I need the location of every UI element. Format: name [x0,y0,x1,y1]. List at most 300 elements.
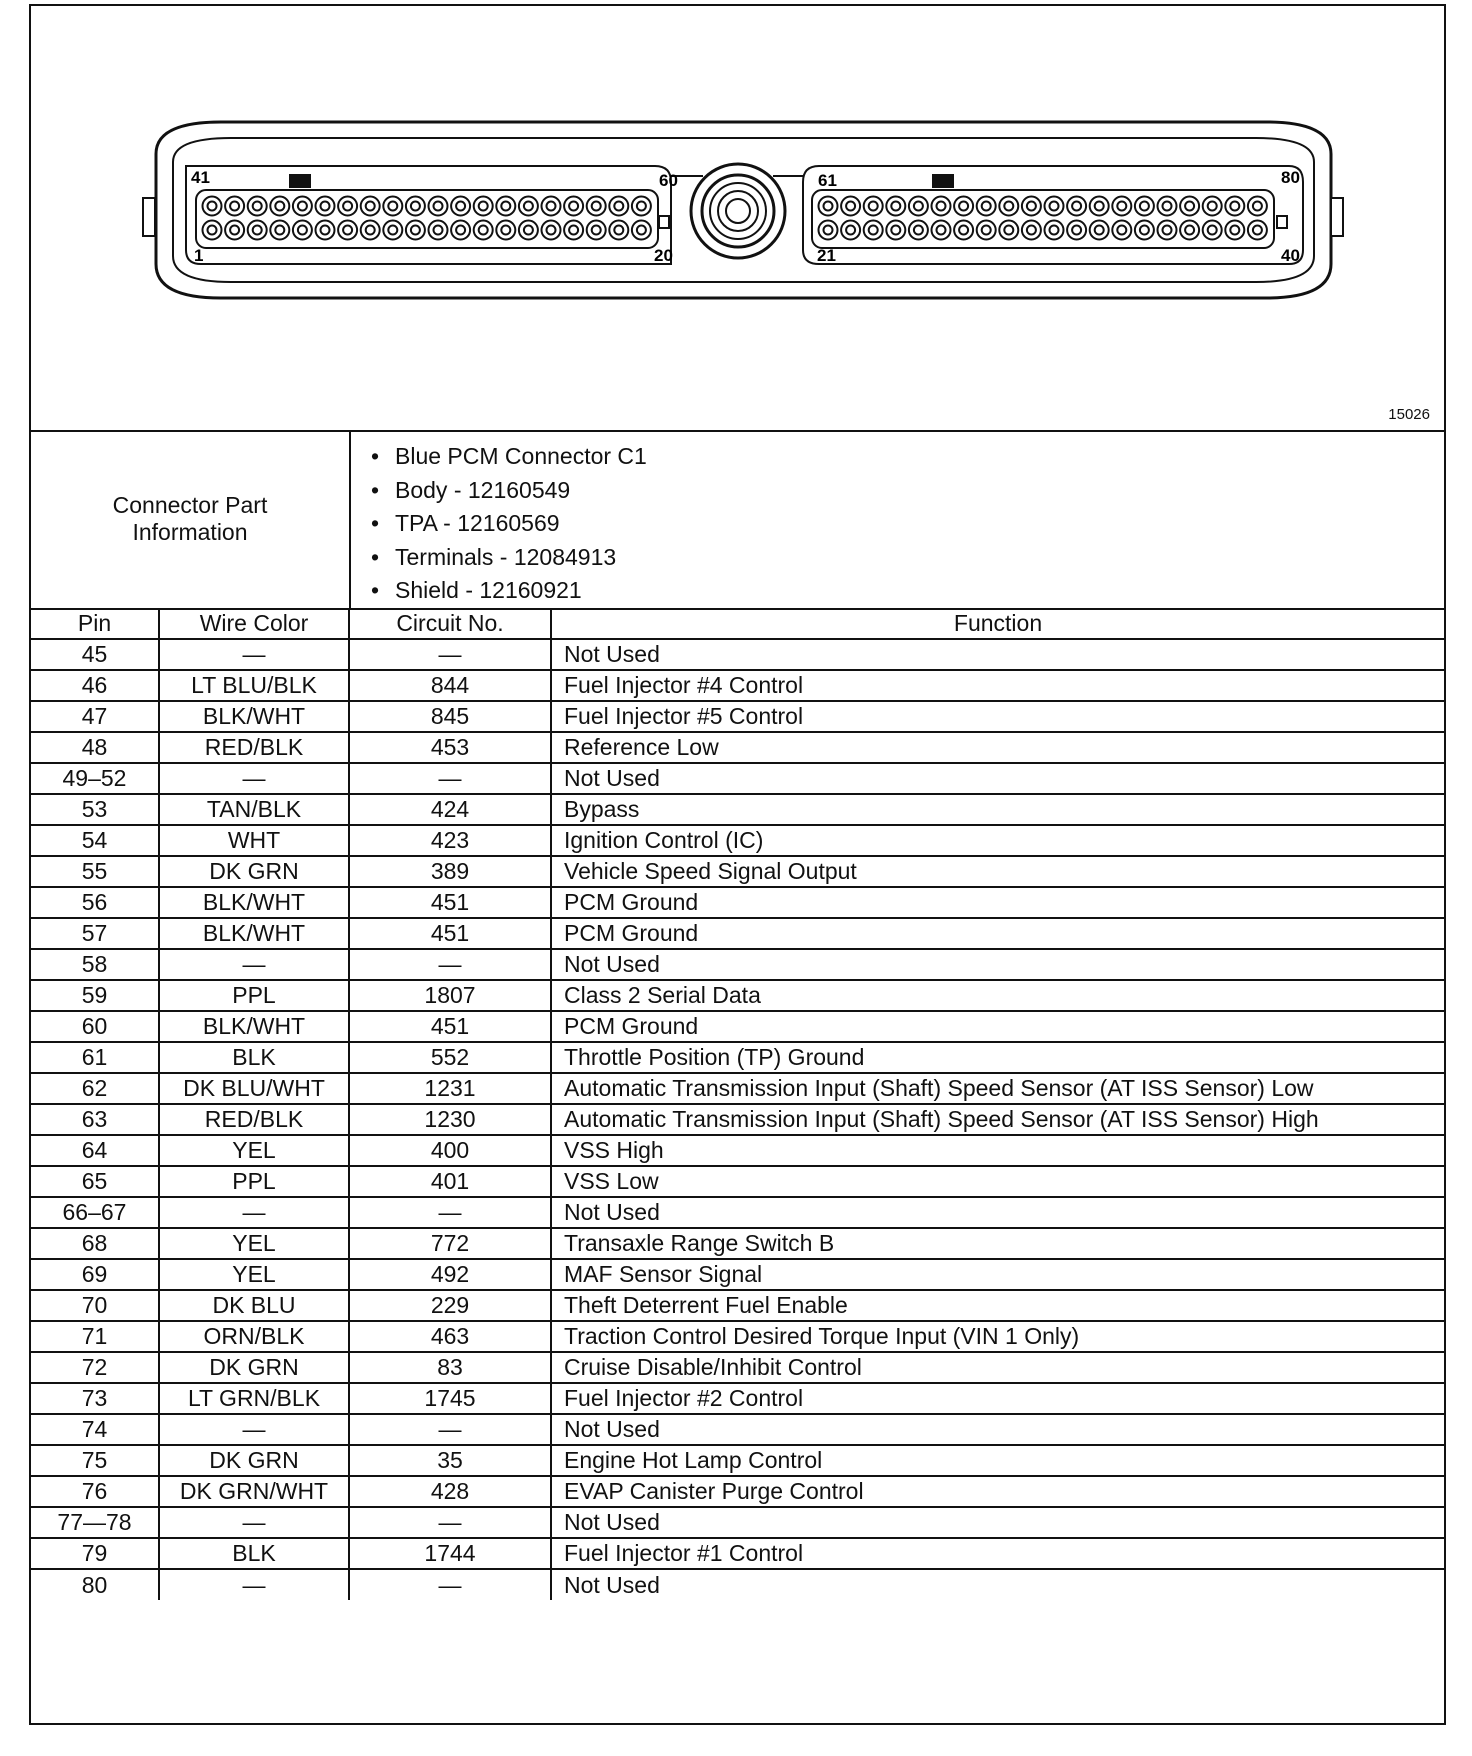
cell-circuit-no: 83 [349,1352,551,1383]
pin-socket [203,197,222,216]
pin-socket [1203,221,1222,240]
pin-socket-inner [479,226,488,235]
pin-socket-inner [547,202,556,211]
pin-socket [587,197,606,216]
pin-socket [954,197,973,216]
pin-socket-inner [253,202,262,211]
cell-wire-color: — [159,1197,349,1228]
pin-socket-inner [637,226,646,235]
pin-socket [542,197,561,216]
pin-array-left [203,197,651,240]
pin-socket [864,197,883,216]
pin-socket-inner [434,226,443,235]
cell-pin: 68 [31,1228,159,1259]
cell-pin: 75 [31,1445,159,1476]
pin-socket [203,221,222,240]
pin-socket [248,197,267,216]
pin-socket [587,221,606,240]
table-row [31,1104,1444,1135]
cell-wire-color: DK GRN/WHT [159,1476,349,1507]
pin-socket-inner [501,202,510,211]
cell-function: Not Used [551,1569,1444,1600]
cell-pin: 65 [31,1166,159,1197]
pin-socket-inner [501,226,510,235]
pin-socket [361,197,380,216]
table-row [31,794,1444,825]
table-row [31,980,1444,1011]
cell-wire-color: YEL [159,1259,349,1290]
pin-socket-inner [592,202,601,211]
cell-circuit-no: 451 [349,1011,551,1042]
pin-socket-inner [891,226,900,235]
pin-socket-inner [869,202,878,211]
pin-socket [999,221,1018,240]
cell-function: Not Used [551,763,1444,794]
cell-function: Bypass [551,794,1444,825]
pin-socket-inner [1072,226,1081,235]
cell-circuit-no: 451 [349,918,551,949]
pin-socket [1112,197,1131,216]
pin-socket [338,197,357,216]
cell-pin: 69 [31,1259,159,1290]
cell-wire-color: — [159,1507,349,1538]
connector-info-list [371,440,647,608]
pin-socket [496,221,515,240]
cell-pin: 61 [31,1042,159,1073]
cell-wire-color: BLK [159,1538,349,1569]
pin-socket-inner [1230,202,1239,211]
pinout-table [31,608,1444,1600]
cell-pin: 46 [31,670,159,701]
cell-pin: 56 [31,887,159,918]
table-header-row [31,608,1444,639]
pin-label-61: 61 [818,171,837,190]
connector-info-label [31,430,351,608]
pin-socket [338,221,357,240]
pin-socket [496,197,515,216]
pin-socket-inner [1140,226,1149,235]
pin-socket [909,197,928,216]
cell-wire-color: — [159,1569,349,1600]
pin-socket [1203,197,1222,216]
table-row [31,887,1444,918]
table-row [31,1135,1444,1166]
cell-pin: 54 [31,825,159,856]
cell-pin: 79 [31,1538,159,1569]
cell-wire-color: — [159,639,349,670]
pin-socket-inner [411,226,420,235]
table-row [31,918,1444,949]
table-row [31,639,1444,670]
pin-socket [609,197,628,216]
pin-socket-inner [321,226,330,235]
pin-socket [293,197,312,216]
table-body [31,639,1444,1600]
pin-socket-inner [298,226,307,235]
cell-circuit-no: — [349,1569,551,1600]
pin-socket [932,197,951,216]
cell-wire-color: RED/BLK [159,1104,349,1135]
pin-label-1: 1 [194,246,204,265]
pin-socket [474,197,493,216]
cell-function: VSS High [551,1135,1444,1166]
cell-pin: 80 [31,1569,159,1600]
pin-socket-inner [456,226,465,235]
pin-socket-inner [230,226,239,235]
cell-wire-color: BLK/WHT [159,918,349,949]
pin-socket-inner [230,202,239,211]
pin-socket-inner [1185,226,1194,235]
cell-function: Cruise Disable/Inhibit Control [551,1352,1444,1383]
pin-socket [1135,221,1154,240]
cell-function: Fuel Injector #4 Control [551,670,1444,701]
pin-socket-inner [479,202,488,211]
pin-socket-inner [275,226,284,235]
pin-socket [519,221,538,240]
pin-socket [1248,221,1267,240]
pin-socket-inner [1050,202,1059,211]
cell-function: Throttle Position (TP) Ground [551,1042,1444,1073]
pin-socket-inner [1208,202,1217,211]
cell-wire-color: PPL [159,980,349,1011]
pin-socket [361,221,380,240]
pin-socket-inner [569,202,578,211]
cell-function: PCM Ground [551,918,1444,949]
pin-socket-inner [253,226,262,235]
pin-socket [383,197,402,216]
cell-function: Vehicle Speed Signal Output [551,856,1444,887]
pin-socket [564,197,583,216]
connector-drawing [31,6,1444,430]
pin-socket [429,221,448,240]
cell-wire-color: DK GRN [159,1352,349,1383]
table-row [31,1290,1444,1321]
cell-circuit-no: 1744 [349,1538,551,1569]
cell-circuit-no: 451 [349,887,551,918]
header-circuit-no: Circuit No. [349,608,551,639]
cell-function: Not Used [551,1197,1444,1228]
cell-pin: 71 [31,1321,159,1352]
table-row [31,1538,1444,1569]
cell-pin: 48 [31,732,159,763]
pin-socket-inner [869,226,878,235]
cell-circuit-no: 772 [349,1228,551,1259]
pin-socket [406,197,425,216]
cell-wire-color: LT BLU/BLK [159,670,349,701]
pin-socket [316,197,335,216]
cell-pin: 74 [31,1414,159,1445]
cell-pin: 77—78 [31,1507,159,1538]
pin-socket-inner [524,226,533,235]
table-row [31,1073,1444,1104]
cell-function: Not Used [551,1507,1444,1538]
pin-socket-inner [321,202,330,211]
cell-function: Traction Control Desired Torque Input (VIN 1 Only) [551,1321,1444,1352]
cell-function: MAF Sensor Signal [551,1259,1444,1290]
connector-info-section [31,430,1444,610]
pin-socket [519,197,538,216]
pin-socket [1180,221,1199,240]
cell-circuit-no: 1745 [349,1383,551,1414]
table-row [31,732,1444,763]
pin-socket [1045,221,1064,240]
pin-socket-inner [456,202,465,211]
pin-socket-inner [1163,202,1172,211]
pin-socket [1045,197,1064,216]
pin-socket [451,221,470,240]
cell-wire-color: ORN/BLK [159,1321,349,1352]
cell-function: Fuel Injector #1 Control [551,1538,1444,1569]
pin-socket-inner [824,226,833,235]
pin-socket-inner [388,202,397,211]
table-row [31,1259,1444,1290]
connector-info-item: • Body - 12160549 [371,474,647,508]
pin-socket [819,197,838,216]
cell-function: Fuel Injector #5 Control [551,701,1444,732]
cell-pin: 49–52 [31,763,159,794]
cell-pin: 72 [31,1352,159,1383]
cell-function: Reference Low [551,732,1444,763]
pin-socket [841,197,860,216]
header-function: Function [551,608,1444,639]
pin-socket-inner [1004,202,1013,211]
pin-socket-inner [547,226,556,235]
table-row [31,1166,1444,1197]
cell-function: Automatic Transmission Input (Shaft) Speed Sensor (AT ISS Sensor) Low [551,1073,1444,1104]
pin-array-right [819,197,1267,240]
cell-pin: 76 [31,1476,159,1507]
pin-socket [1180,197,1199,216]
figure-id: 15026 [1388,406,1430,423]
pin-label-60: 60 [659,171,678,190]
connector-info-label-line1: Connector Part [112,492,268,518]
cell-circuit-no: 1807 [349,980,551,1011]
pin-socket-inner [275,202,284,211]
cell-function: Theft Deterrent Fuel Enable [551,1290,1444,1321]
cell-function: Not Used [551,639,1444,670]
pin-socket-inner [637,202,646,211]
pin-socket [1158,221,1177,240]
cell-circuit-no: 463 [349,1321,551,1352]
cell-circuit-no: 1230 [349,1104,551,1135]
pin-socket [819,221,838,240]
pin-socket-inner [1230,226,1239,235]
cell-pin: 59 [31,980,159,1011]
connector-info-label-line2: Information [132,519,248,545]
pin-socket-inner [1163,226,1172,235]
cell-circuit-no: 492 [349,1259,551,1290]
cell-wire-color: — [159,1414,349,1445]
pin-socket-inner [914,202,923,211]
pin-socket [564,221,583,240]
pin-socket [1225,221,1244,240]
cell-pin: 55 [31,856,159,887]
pin-socket [609,221,628,240]
table-row [31,825,1444,856]
cell-circuit-no: 845 [349,701,551,732]
cell-wire-color: DK BLU [159,1290,349,1321]
cell-function: EVAP Canister Purge Control [551,1476,1444,1507]
pin-socket [1112,221,1131,240]
table-row [31,1445,1444,1476]
pin-socket [406,221,425,240]
cell-circuit-no: 401 [349,1166,551,1197]
cell-pin: 60 [31,1011,159,1042]
cell-wire-color: YEL [159,1135,349,1166]
cell-wire-color: BLK/WHT [159,1011,349,1042]
cell-pin: 58 [31,949,159,980]
table-row [31,1414,1444,1445]
table-row [31,1197,1444,1228]
pin-socket [542,221,561,240]
pin-socket [886,221,905,240]
pin-socket [316,221,335,240]
pin-label-20: 20 [654,246,673,265]
connector-diagram [31,6,1444,432]
pin-socket-inner [1095,226,1104,235]
cell-wire-color: BLK/WHT [159,701,349,732]
cell-wire-color: WHT [159,825,349,856]
pin-socket-inner [959,202,968,211]
table-row [31,1011,1444,1042]
cell-pin: 53 [31,794,159,825]
pin-socket-inner [959,226,968,235]
table-row [31,1569,1444,1600]
cell-circuit-no: — [349,1414,551,1445]
table-row [31,1042,1444,1073]
pin-socket-inner [1117,226,1126,235]
cell-circuit-no: 1231 [349,1073,551,1104]
pin-socket-inner [1253,226,1262,235]
cell-function: VSS Low [551,1166,1444,1197]
pin-socket [383,221,402,240]
pin-socket [999,197,1018,216]
pin-socket-inner [592,226,601,235]
cell-function: Fuel Injector #2 Control [551,1383,1444,1414]
cell-wire-color: — [159,949,349,980]
pin-socket-inner [824,202,833,211]
cell-circuit-no: — [349,1197,551,1228]
pin-socket-inner [1072,202,1081,211]
pin-socket-inner [614,202,623,211]
pin-socket-inner [411,202,420,211]
cell-wire-color: DK GRN [159,856,349,887]
cell-wire-color: LT GRN/BLK [159,1383,349,1414]
pin-socket [1090,221,1109,240]
cell-circuit-no: 552 [349,1042,551,1073]
cell-function: Ignition Control (IC) [551,825,1444,856]
pin-socket-inner [388,226,397,235]
cell-circuit-no: — [349,949,551,980]
cell-wire-color: RED/BLK [159,732,349,763]
cell-function: Automatic Transmission Input (Shaft) Speed Sensor (AT ISS Sensor) High [551,1104,1444,1135]
pin-socket [1135,197,1154,216]
cell-circuit-no: — [349,763,551,794]
connector-info-item: • Terminals - 12084913 [371,541,647,575]
pin-socket-inner [1095,202,1104,211]
pin-socket-inner [434,202,443,211]
cell-circuit-no: 424 [349,794,551,825]
pin-socket [429,197,448,216]
cell-circuit-no: 229 [349,1290,551,1321]
header-wire-color: Wire Color [159,608,349,639]
cell-wire-color: — [159,763,349,794]
cell-pin: 45 [31,639,159,670]
table-row [31,856,1444,887]
pin-socket-inner [1050,226,1059,235]
document-frame [29,4,1446,1725]
pin-socket-inner [937,202,946,211]
pin-socket [451,197,470,216]
table-row [31,763,1444,794]
cell-wire-color: DK BLU/WHT [159,1073,349,1104]
pin-socket [841,221,860,240]
pin-socket-inner [914,226,923,235]
pin-socket [1067,221,1086,240]
table-row [31,1507,1444,1538]
table-row [31,1228,1444,1259]
pin-socket [1022,197,1041,216]
pin-socket-inner [846,226,855,235]
cell-wire-color: BLK [159,1042,349,1073]
pin-socket-inner [366,226,375,235]
cell-pin: 73 [31,1383,159,1414]
cell-pin: 62 [31,1073,159,1104]
pin-socket [909,221,928,240]
cell-function: Not Used [551,949,1444,980]
pin-socket [632,221,651,240]
cell-function: Not Used [551,1414,1444,1445]
connector-info-item: • Blue PCM Connector C1 [371,440,647,474]
table-row [31,949,1444,980]
cell-circuit-no: — [349,639,551,670]
cell-pin: 57 [31,918,159,949]
pin-label-41: 41 [191,168,210,187]
pin-socket [977,221,996,240]
pin-socket-inner [1117,202,1126,211]
cell-pin: 47 [31,701,159,732]
connector-info-item: • Shield - 12160921 [371,574,647,608]
pin-socket [1067,197,1086,216]
cell-wire-color: BLK/WHT [159,887,349,918]
pin-socket [954,221,973,240]
pin-socket-inner [1185,202,1194,211]
pin-socket-inner [343,202,352,211]
cell-wire-color: YEL [159,1228,349,1259]
pin-socket [293,221,312,240]
pin-socket [1158,197,1177,216]
cell-circuit-no: 389 [349,856,551,887]
cell-circuit-no: — [349,1507,551,1538]
pin-socket [225,197,244,216]
pin-socket [1090,197,1109,216]
pin-socket-inner [614,226,623,235]
pin-socket-inner [1004,226,1013,235]
table-row [31,1352,1444,1383]
cell-circuit-no: 35 [349,1445,551,1476]
pin-socket [886,197,905,216]
header-pin: Pin [31,608,159,639]
pin-socket [270,221,289,240]
pin-socket-inner [366,202,375,211]
pin-socket-inner [982,226,991,235]
pin-label-80: 80 [1281,168,1300,187]
cell-pin: 63 [31,1104,159,1135]
pin-socket [270,197,289,216]
cell-circuit-no: 400 [349,1135,551,1166]
pin-socket [632,197,651,216]
cell-wire-color: TAN/BLK [159,794,349,825]
